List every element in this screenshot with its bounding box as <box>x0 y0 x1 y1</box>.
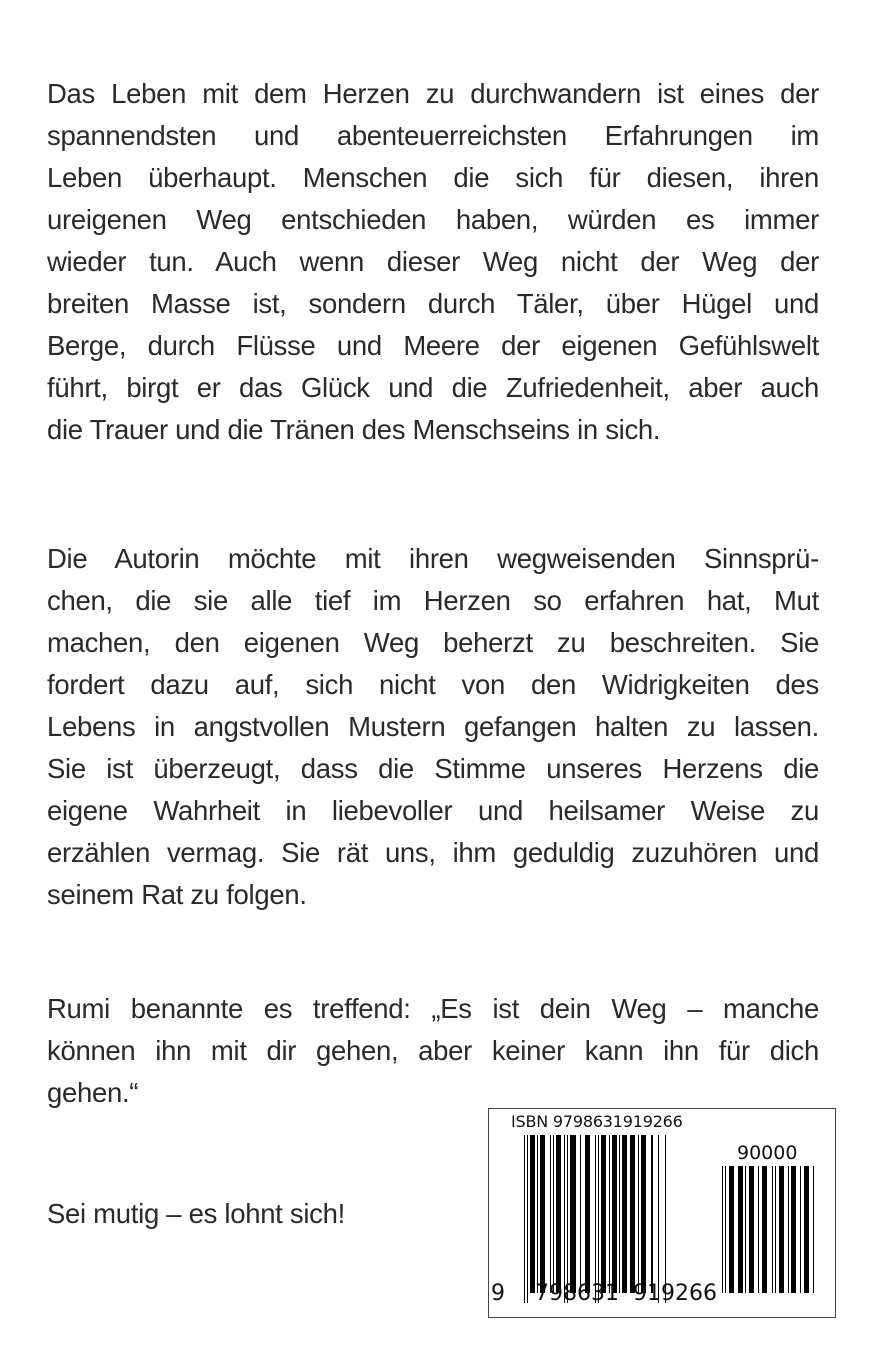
barcode-bar <box>622 1135 627 1293</box>
isbn-barcode <box>488 1108 836 1318</box>
barcode-bar <box>556 1135 561 1293</box>
barcode-addon-label: 90000 <box>737 1142 798 1164</box>
barcode-bar <box>630 1135 635 1293</box>
text-line: gehen.“ <box>47 1077 139 1108</box>
text-line: Die Autorin möchte mit ihren wegweisenden Sinnsprü- <box>47 543 819 574</box>
barcode-bar <box>658 1135 659 1303</box>
barcode-bar <box>779 1166 784 1293</box>
barcode-bar <box>738 1166 743 1293</box>
barcode-bar <box>804 1166 809 1293</box>
isbn-label: ISBN 9798631919266 <box>511 1112 683 1131</box>
barcode-bar <box>619 1135 620 1293</box>
barcode-bar <box>609 1135 610 1293</box>
text-line: ureigenen Weg entschieden haben, würden es immer <box>47 204 819 235</box>
text-line: chen, die sie alle tief im Herzen so erfahren hat, Mut <box>47 585 819 616</box>
barcode-bar <box>775 1166 776 1293</box>
barcode-bar <box>813 1166 814 1293</box>
text-line: wieder tun. Auch wenn dieser Weg nicht der Weg der <box>47 246 819 277</box>
text-line: Berge, durch Flüsse und Meere der eigenen Gefühlswelt <box>47 330 819 361</box>
barcode-bar <box>550 1135 551 1293</box>
text-line: die Trauer und die Tränen des Menschseins in sich. <box>47 414 661 445</box>
barcode-bar <box>530 1135 535 1293</box>
barcode-bar <box>641 1135 646 1293</box>
text-line: breiten Masse ist, sondern durch Täler, über Hügel und <box>47 288 819 319</box>
text-line: Sie ist überzeugt, dass die Stimme unseres Herzens die <box>47 753 819 784</box>
barcode-bar <box>567 1135 568 1303</box>
description-paragraph-2 <box>47 538 819 916</box>
text-line: fordert dazu auf, sich nicht von den Widrigkeiten des <box>47 669 819 700</box>
text-line: Rumi benannte es treffend: „Es ist dein Weg – manche <box>47 993 819 1024</box>
text-line: Leben überhaupt. Menschen die sich für diesen, ihren <box>47 162 819 193</box>
text-line: können ihn mit dir gehen, aber keiner kann ihn für dich <box>47 1035 819 1066</box>
barcode-bar <box>722 1166 723 1293</box>
barcode-bar <box>762 1166 767 1293</box>
barcode-bar <box>800 1166 801 1293</box>
barcode-bar <box>524 1135 525 1303</box>
text-line: spannendsten und abenteuerreichsten Erfahrungen im <box>47 120 819 151</box>
barcode-bar <box>665 1135 666 1303</box>
barcode-bar <box>540 1135 545 1293</box>
text-line: Das Leben mit dem Herzen zu durchwandern ist eines der <box>47 78 819 109</box>
barcode-bar <box>758 1166 759 1293</box>
barcode-bar <box>564 1135 565 1303</box>
text-line: machen, den eigenen Weg beherzt zu beschreiten. Sie <box>47 627 819 658</box>
barcode-bar <box>772 1166 773 1293</box>
text-line: seinem Rat zu folgen. <box>47 879 307 910</box>
barcode-bar <box>612 1135 617 1293</box>
barcode-bar <box>537 1135 538 1293</box>
barcode-bar <box>791 1166 796 1293</box>
text-line: erzählen vermag. Sie rät uns, ihm geduldig zuzuhören und <box>47 837 819 868</box>
barcode-bar <box>601 1135 606 1293</box>
ean13-barcode-bars <box>524 1135 666 1303</box>
barcode-bar <box>527 1135 528 1303</box>
barcode-bar <box>725 1166 726 1293</box>
barcode-bar <box>585 1135 590 1293</box>
barcode-bar <box>580 1135 581 1293</box>
addon-barcode-bars <box>722 1166 814 1293</box>
barcode-bar <box>570 1135 576 1293</box>
barcode-digits: 9 798631 919266 <box>491 1281 717 1306</box>
barcode-bar <box>595 1135 596 1303</box>
barcode-bar <box>651 1135 653 1293</box>
rumi-quote-paragraph <box>47 988 819 1114</box>
barcode-bar <box>553 1135 554 1293</box>
barcode-bar <box>638 1135 639 1293</box>
barcode-bar <box>729 1166 734 1293</box>
text-line: Sei mutig – es lohnt sich! <box>47 1198 345 1229</box>
text-line: eigene Wahrheit in liebevoller und heilsamer Weise zu <box>47 795 819 826</box>
barcode-bar <box>749 1166 754 1293</box>
text-line: führt, birgt er das Glück und die Zufriedenheit, aber auch <box>47 372 819 403</box>
text-line: Lebens in angstvollen Mustern gefangen halten zu lassen. <box>47 711 819 742</box>
barcode-bar <box>788 1166 789 1293</box>
barcode-bar <box>598 1135 599 1303</box>
barcode-bar <box>745 1166 746 1293</box>
description-paragraph-1 <box>47 73 819 451</box>
